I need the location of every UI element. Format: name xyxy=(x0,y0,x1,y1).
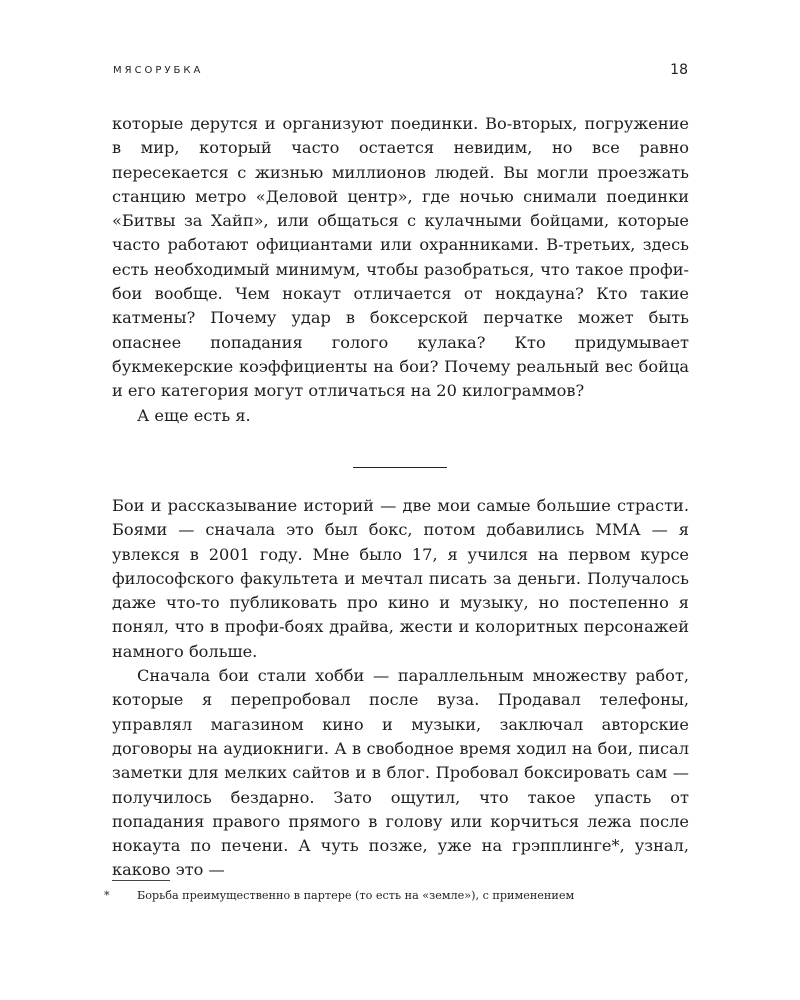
footnote-rule xyxy=(112,880,170,881)
paragraph: А еще есть я. xyxy=(137,405,251,425)
footnote-text: Борьба преимущественно в партере (то есть на «земле»), с применением xyxy=(137,889,575,902)
paragraph: Сначала бои стали хобби — параллельным множеству работ, которые я перепробовал после вуза. Продавал телефоны, управлял магазином кино и музыки, заключал авторские договоры на аудиокниги. А в свободное время ходил на бои, писал заметки для мелких сайтов и в блог. Пробовал боксировать сам — получилось бездарно. Зато ощутил, что такое упасть от попадания правого прямого в голову или корчиться лежа после нокаута по печени. А чуть позже, уже на грэпплинге*, узнал, каково это — xyxy=(112,666,689,880)
paragraph: которые дерутся и организуют поединки. Во-вторых, погружение в мир, который часто остается невидим, но все равно пересекается с жизнью миллионов людей. Вы могли проезжать станцию метро «Деловой центр», где ночью снимали поединки «Битвы за Хайп», или общаться с кулачными бойцами, которые часто работают официантами или охранниками. В-третьих, здесь есть необходимый минимум, чтобы разобраться, что такое профи-бои вообще. Чем нокаут отличается от нокдауна? Кто такие катмены? Почему удар в боксерской перчатке может быть опаснее попадания голого кулака? Кто придумывает букмекерские коэффициенты на бои? Почему реальный вес бойца и его категория могут отличаться на 20 килограммов? xyxy=(112,114,689,401)
page-number: 18 xyxy=(670,62,688,78)
page-header xyxy=(113,62,688,82)
text-block-new-section xyxy=(112,494,689,883)
paragraph: Бои и рассказывание историй — две мои самые большие страсти. Боями — сначала это был бокс, потом добавились ММА — я увлекся в 2001 году. Мне было 17, я учился на первом курсе философского факультета и мечтал писать за деньги. Получалось даже что-то публиковать про кино и музыку, но постепенно я понял, что в профи-боях драйва, жести и колоритных персонажей намного больше. xyxy=(112,496,689,661)
running-head: МЯСОРУБКА xyxy=(113,65,204,76)
text-block-continued xyxy=(112,112,689,428)
footnote xyxy=(100,888,700,904)
footnote-marker: * xyxy=(104,889,110,902)
section-divider xyxy=(353,467,447,468)
